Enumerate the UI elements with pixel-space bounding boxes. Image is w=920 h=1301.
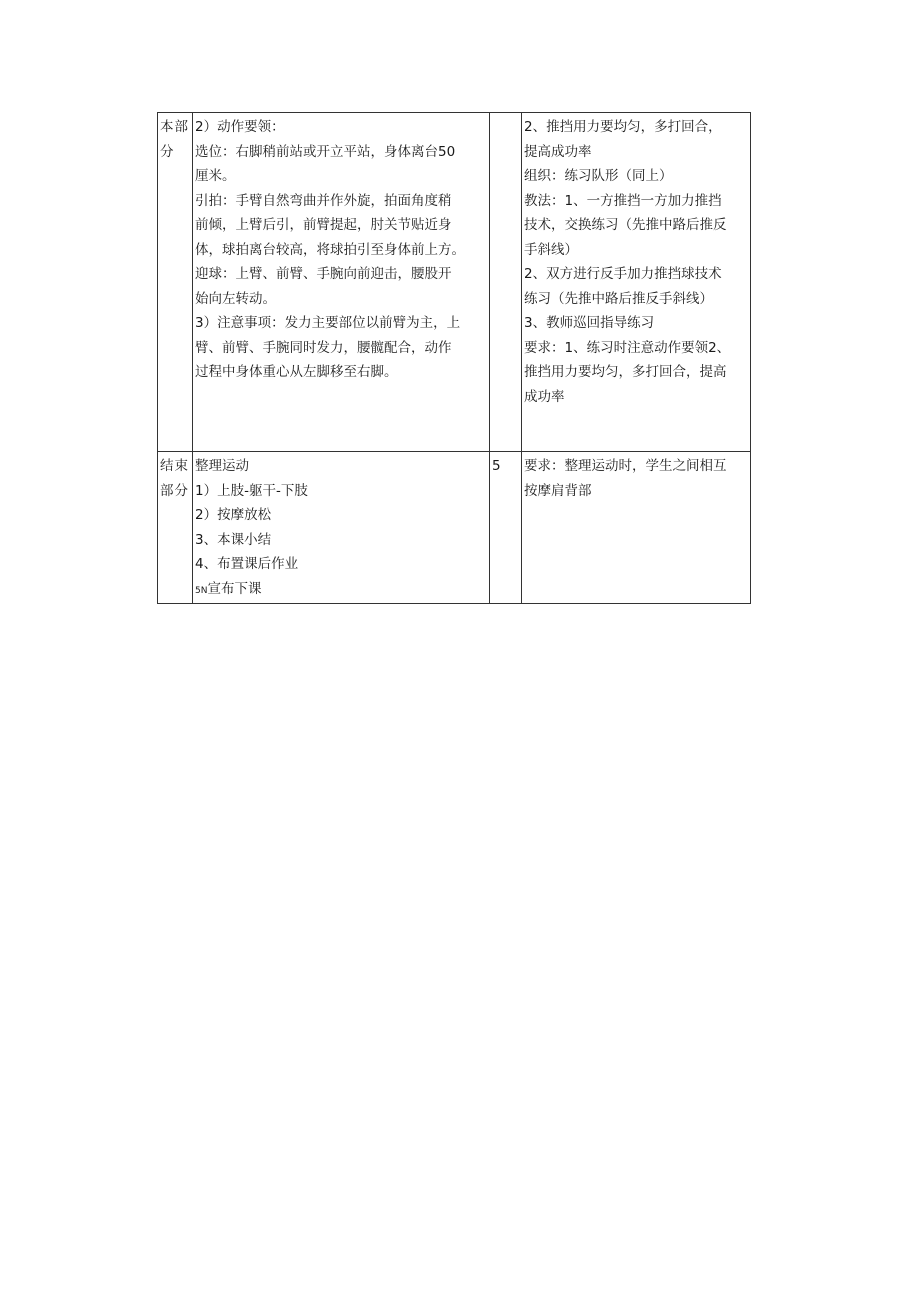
content-cell	[193, 113, 490, 452]
section-label-line: 部分	[160, 482, 189, 499]
method-line: 推挡用力要均匀，多打回合，提高	[524, 364, 727, 380]
method-line: 3、教师巡回指导练习	[524, 315, 655, 331]
step-prefix: 5N	[195, 585, 208, 596]
content-line: 3、本课小结	[195, 531, 272, 548]
content-line: 2）动作要领：	[195, 119, 285, 135]
method-line: 提高成功率	[524, 143, 592, 160]
step-text: 宣布下课	[207, 580, 262, 597]
table-row-end-part	[158, 452, 751, 604]
content-line: 臂、前臂、手腕同时发力，腰髋配合，动作	[195, 339, 452, 356]
content-line: 1）上肢-躯干-下肢	[195, 482, 308, 499]
content-line: 整理运动	[195, 458, 249, 474]
content-line: 2）按摩放松	[195, 507, 272, 523]
method-line: 教法：1、一方推挡一方加力推挡	[524, 192, 722, 209]
content-line: 迎球：上臂、前臂、手腕向前迎击，腰股开	[195, 266, 452, 282]
content-line: 体，球拍离台较高，将球拍引至身体前上方。	[195, 241, 465, 258]
time-cell	[490, 452, 522, 604]
section-label-line: 本部	[160, 119, 189, 135]
method-line: 技术，交换练习（先推中路后推反	[524, 217, 727, 233]
content-line: 3）注意事项：发力主要部位以前臂为主，上	[195, 315, 461, 331]
content-line: 4、布置课后作业	[195, 556, 299, 572]
section-label-line: 分	[160, 143, 175, 160]
time-value: 5	[492, 458, 501, 474]
content-line: 引拍：手臂自然弯曲并作外旋，拍面角度稍	[195, 192, 452, 209]
method-line: 2、双方进行反手加力推挡球技术	[524, 266, 722, 282]
method-line: 2、推挡用力要均匀，多打回合，	[524, 119, 722, 135]
time-cell	[490, 113, 522, 452]
lesson-plan-table	[157, 112, 751, 604]
table-row-main-part	[158, 113, 751, 452]
content-cell	[193, 452, 490, 604]
method-line: 按摩肩背部	[524, 482, 592, 499]
section-label-cell	[158, 113, 193, 452]
method-cell	[522, 113, 751, 452]
content-line: 前倾，上臂后引，前臂提起，肘关节贴近身	[195, 217, 452, 233]
method-line: 成功率	[524, 388, 565, 405]
content-line-last	[195, 577, 489, 604]
method-line: 练习（先推中路后推反手斜线）	[524, 290, 713, 307]
method-line: 要求：1、练习时注意动作要领2、	[524, 339, 731, 356]
method-line: 手斜线）	[524, 241, 578, 258]
method-cell	[522, 452, 751, 604]
content-line: 选位：右脚稍前站或开立平站，身体离台50	[195, 143, 456, 160]
content-line: 始向左转动。	[195, 290, 276, 307]
section-label-cell	[158, 452, 193, 604]
section-label-line: 结束	[160, 458, 189, 474]
method-line: 组织：练习队形（同上）	[524, 168, 673, 184]
method-line: 要求：整理运动时，学生之间相互	[524, 458, 727, 474]
content-line: 过程中身体重心从左脚移至右脚。	[195, 364, 398, 380]
content-line: 厘米。	[195, 168, 236, 184]
